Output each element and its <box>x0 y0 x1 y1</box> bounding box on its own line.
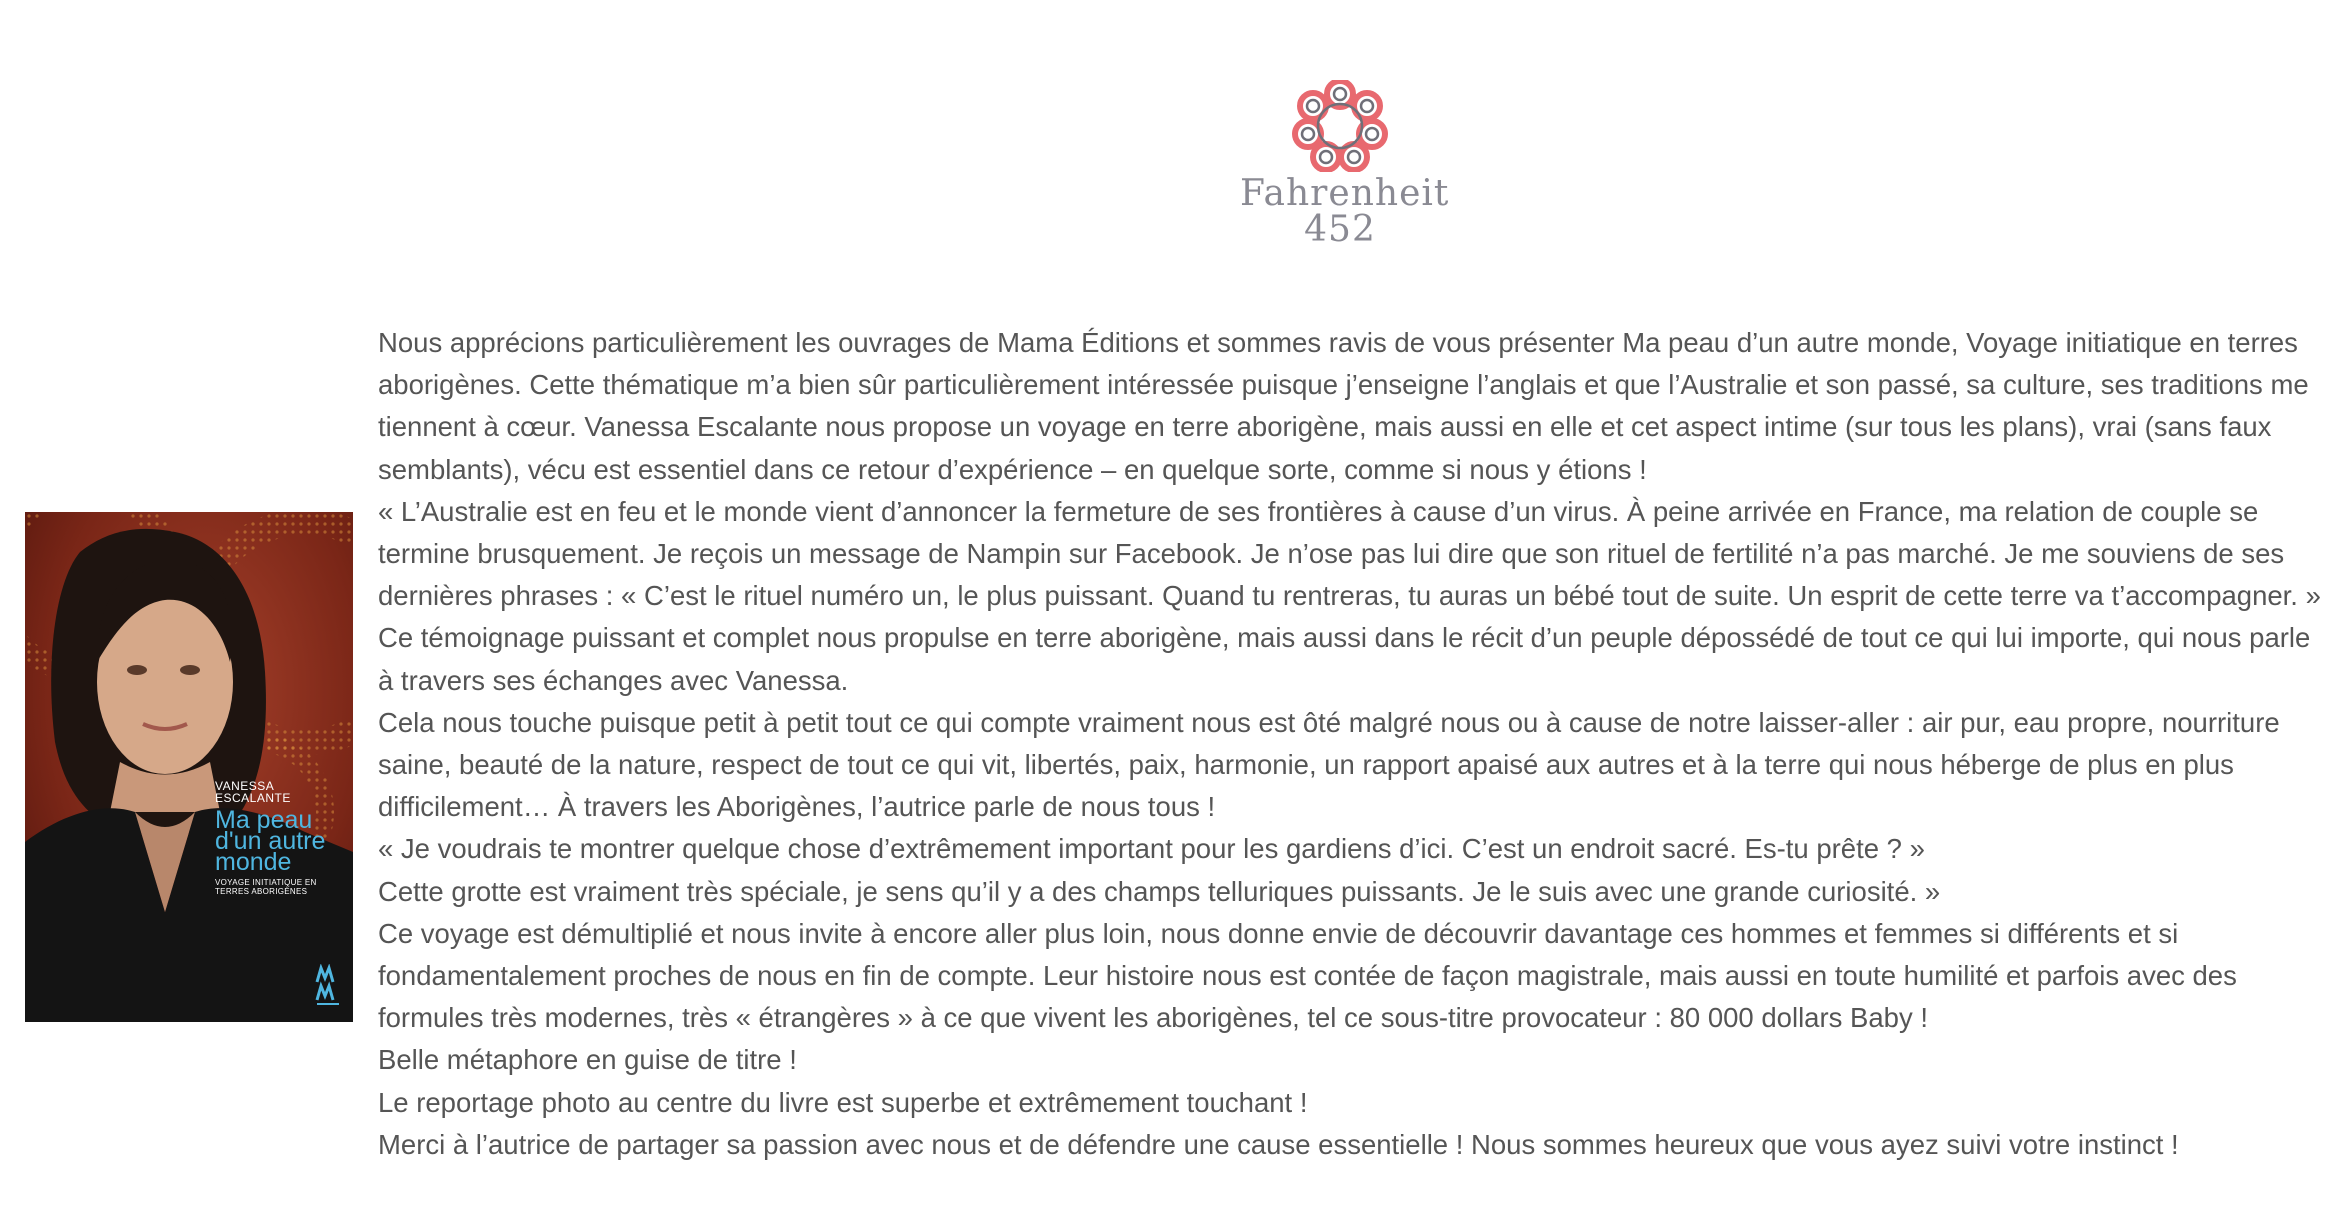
article-paragraph: Belle métaphore en guise de titre ! <box>378 1044 797 1076</box>
article-paragraph: Nous apprécions particulièrement les ouvrages de Mama Éditions et sommes ravis de vous présenter Ma peau d’un autre monde, Voyage initiatique en terres aborigènes. Cette thématique m’a bien sûr particulièrement intéressée puisque j’enseigne l’anglais et que l’Australie et son passé, sa culture, ses traditions me tiennent à cœur. Vanessa Escalante nous propose un voyage en terre aborigène, mais aussi en elle et cet aspect intime (sur tous les plans), vrai (sans faux semblants), vécu est essentiel dans ce retour d’expérience – en quelque sorte, comme si nous y étions ! <box>378 327 2309 485</box>
book-cover-art <box>25 512 353 1022</box>
mama-editions-logo-icon <box>315 964 343 1006</box>
article-quote: Cette grotte est vraiment très spéciale, je sens qu’il y a des champs telluriques puissants. Je le suis avec une grande curiosité. » <box>378 875 1941 907</box>
brand-number: 452 <box>1304 209 1376 250</box>
article-paragraph: Merci à l’autrice de partager sa passion avec nous et de défendre une cause essentielle ! Nous sommes heureux que vous ayez suivi votre instinct ! <box>378 1128 2179 1160</box>
article-paragraph: Ce voyage est démultiplié et nous invite à encore aller plus loin, nous donne envie de découvrir davantage ces hommes et femmes si différents et si fondamentalement proches de nous en fin de compte. Leur histoire nous est contée de façon magistrale, mais aussi en toute humilité et parfois avec des formules très modernes, très « étrangères » à ce que vivent les aborigènes, tel ce sous-titre provocateur : 80 000 dollars Baby ! <box>378 917 2237 1034</box>
celtic-knot-flower-icon <box>1290 80 1390 172</box>
article-paragraph: Cela nous touche puisque petit à petit tout ce qui compte vraiment nous est ôté malgré nous ou à cause de notre laisser-aller : air pur, eau propre, nourriture saine, beauté de la nature, respect de tout ce qui vit, libertés, paix, harmonie, un rapport apaisé aux autres et à la terre qui nous héberge de plus en plus difficilement… À travers les Aborigènes, l’autrice parle de nous tous ! <box>378 706 2280 823</box>
brand-name: Fahrenheit <box>1240 173 1450 214</box>
article-quote: « Je voudrais te montrer quelque chose d’extrêmement important pour les gardiens d’ici. C’est un endroit sacré. Es-tu prête ? » <box>378 833 1925 865</box>
cover-title: Ma peau d'un autre monde <box>215 806 326 876</box>
review-article <box>378 322 2323 1166</box>
cover-subtitle: VOYAGE INITIATIQUE EN TERRES ABORIGÈNES <box>215 878 317 896</box>
brand-logo[interactable] <box>1240 80 1450 270</box>
article-paragraph: Le reportage photo au centre du livre est superbe et extrêmement touchant ! <box>378 1086 1308 1118</box>
cover-author: VANESSA ESCALANTE <box>215 779 291 805</box>
article-quote: « L’Australie est en feu et le monde vient d’annoncer la fermeture de ses frontières à cause d’un virus. À peine arrivée en France, ma relation de couple se termine brusquement. Je reçois un message de Nampin sur Facebook. Je n’ose pas lui dire que son rituel de fertilité n’a pas marché. Je me souviens de ses dernières phrases : « C’est le rituel numéro un, le plus puissant. Quand tu rentreras, tu auras un bébé tout de suite. Un esprit de cette terre va t’accompagner. » <box>378 495 2321 612</box>
article-paragraph: Ce témoignage puissant et complet nous propulse en terre aborigène, mais aussi dans le récit d’un peuple dépossédé de tout ce qui lui importe, qui nous parle à travers ses échanges avec Vanessa. <box>378 622 2311 696</box>
book-cover-image <box>25 512 353 1022</box>
